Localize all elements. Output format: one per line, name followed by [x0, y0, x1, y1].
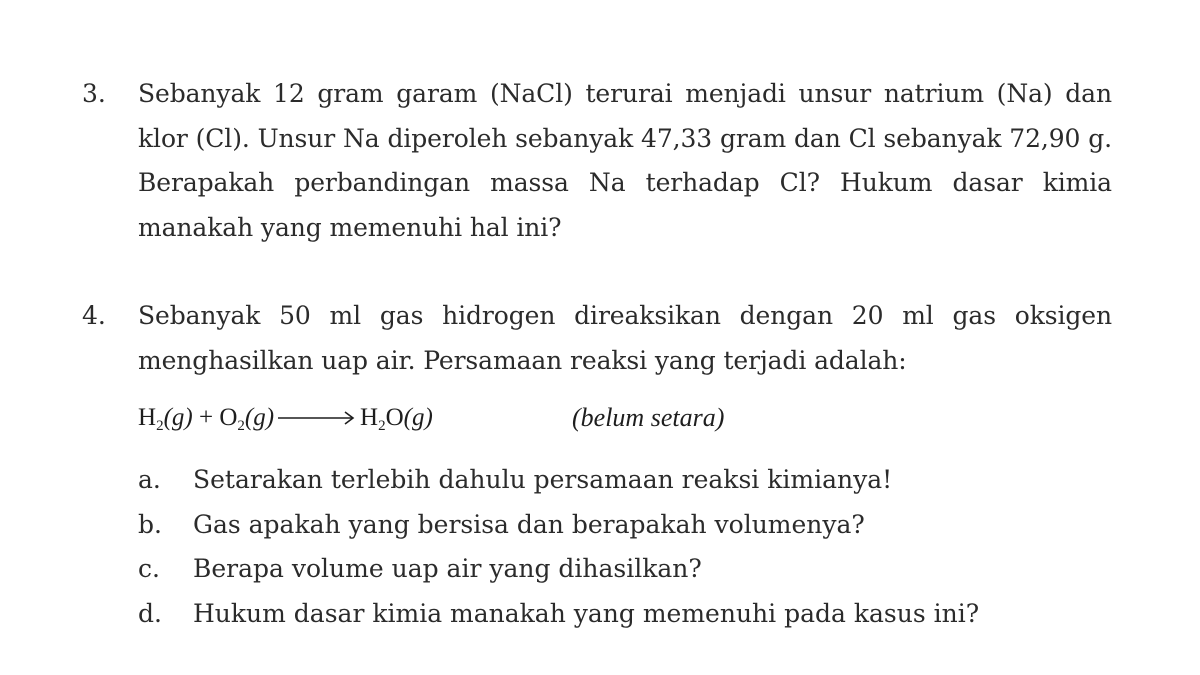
subquestion-letter: c.: [138, 554, 160, 583]
product-water: $H_2O$: [360, 404, 404, 434]
reaction-arrow-icon: [276, 408, 358, 428]
subquestion-letter: a.: [138, 465, 161, 494]
subquestion-a: [138, 458, 1098, 503]
state-gas: (g): [163, 404, 193, 431]
question-number: 4.: [82, 301, 106, 330]
question-text: Sebanyak 50 ml gas hidrogen direaksikan dengan 20 ml gas oksigen menghasilkan uap air. Persamaan reaksi yang terjadi adalah:: [138, 301, 1112, 375]
subquestion-d: [138, 592, 1098, 637]
subquestion-text: Berapa volume uap air yang dihasilkan?: [193, 554, 702, 583]
state-gas: (g): [244, 404, 275, 431]
subquestion-c: [138, 547, 1098, 592]
subquestion-letter: d.: [138, 598, 162, 628]
question-4: [82, 294, 1122, 383]
subquestion-list: [138, 458, 1098, 636]
plus-sign: +: [198, 404, 214, 431]
subquestion-letter: b.: [138, 509, 162, 539]
reactant-oxygen: $O_2$: [219, 404, 245, 434]
reactant-hydrogen: $H_2$: [138, 404, 164, 434]
state-gas: (g): [403, 404, 433, 431]
subquestion-text: Hukum dasar kimia manakah yang memenuhi pada kasus ini?: [193, 598, 980, 628]
subquestion-b: [138, 503, 1098, 548]
question-text: Sebanyak 12 gram garam (NaCl) terurai menjadi unsur natrium (Na) dan klor (Cl). Unsur Na diperoleh sebanyak 47,33 gram dan Cl sebanyak 72,90 g. Berapakah perbandingan massa Na terhadap Cl? Hukum dasar kimia manakah yang memenuhi hal ini?: [138, 79, 1112, 242]
unbalanced-note: (belum setara): [572, 403, 725, 432]
reaction-equation: [138, 396, 433, 440]
question-number: 3.: [82, 79, 106, 108]
subquestion-text: Gas apakah yang bersisa dan berapakah volumenya?: [193, 509, 865, 539]
subquestion-text: Setarakan terlebih dahulu persamaan reaksi kimianya!: [193, 465, 893, 494]
question-3: [82, 72, 1122, 250]
